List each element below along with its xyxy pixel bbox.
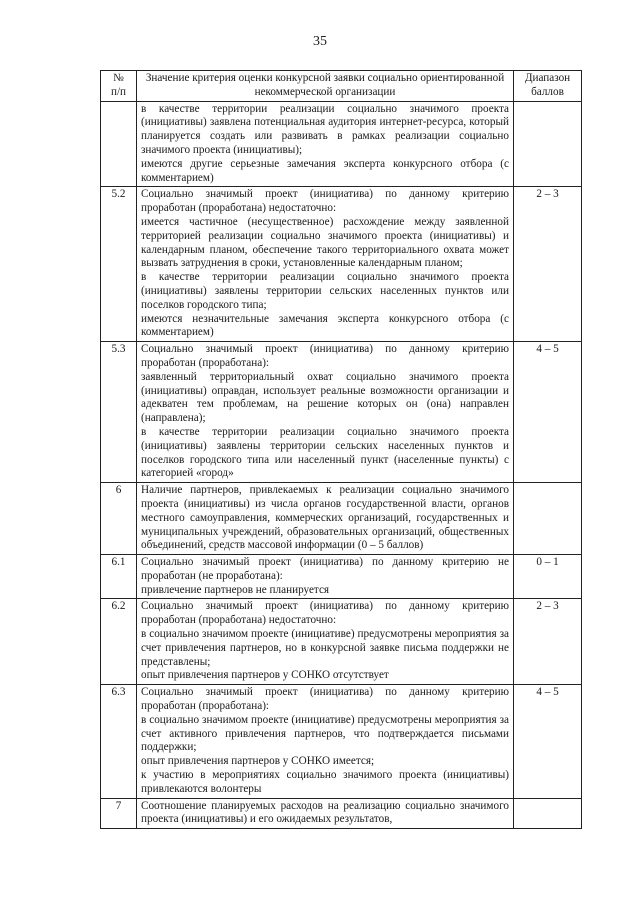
criterion-line: имеются незначительные замечания эксперта конкурсного отбора (с комментарием): [141, 312, 509, 339]
criterion-line: опыт привлечения партнеров у СОНКО отсутствует: [141, 669, 389, 682]
criterion-line: имеется частичное (несущественное) расхождение между заявленной территорией реализации социально значимого проекта (инициативы) и календарным планом, обеспечение такого территориального охвата может вызвать затруднения в сроки, установленные календарным планом;: [141, 215, 509, 270]
criterion-number: 6.2: [101, 599, 137, 685]
criterion-number: 6.1: [101, 555, 137, 599]
criterion-line: опыт привлечения партнеров у СОНКО имеется;: [141, 755, 375, 768]
criterion-description: [137, 483, 514, 555]
criterion-number: 6.3: [101, 685, 137, 798]
header-number: [101, 71, 137, 102]
criterion-line: в качестве территории реализации социально значимого проекта (инициативы) заявлена потенциальная аудитория интернет-ресурса, который планируется создать или развивать в рамках реализации социально значимого проекта (инициативы);: [141, 102, 509, 156]
criterion-number: [101, 101, 137, 187]
criteria-row: [101, 101, 582, 187]
criterion-line: Социально значимый проект (инициатива) по данному критерию проработан (проработана) недостаточно:: [141, 600, 509, 627]
page-number: 35: [313, 34, 327, 49]
header-number-text: № п/п: [110, 72, 127, 98]
score-range: 2 – 3: [514, 187, 582, 342]
criterion-number: 5.3: [101, 342, 137, 483]
criterion-description: [137, 555, 514, 599]
criterion-line: Наличие партнеров, привлекаемых к реализации социально значимого проекта (инициативы) из числа органов государственной власти, органов местного самоуправления, коммерческих организаций, государственных и муниципальных учреждений, образовательных организаций, общественных объединений, средств массовой информации (0 – 5 баллов): [141, 484, 509, 552]
criterion-line: к участию в мероприятиях социально значимого проекта (инициативы) привлекаются волонтеры: [141, 769, 509, 795]
score-range: [514, 798, 582, 829]
criteria-table-body: [101, 71, 582, 829]
score-range: 4 – 5: [514, 685, 582, 798]
header-range: Диапазон баллов: [514, 71, 582, 102]
criteria-row: [101, 555, 582, 599]
criterion-line: в качестве территории реализации социально значимого проекта (инициативы) заявлены территории сельских населенных пунктов и поселков городского типа или населенный пункт (населенные пункты) с категорией «город»: [141, 425, 509, 480]
criterion-line: в социально значимом проекте (инициативе) предусмотрены мероприятия за счет привлечения партнеров, но в конкурсной заявке письма поддержки не представлены;: [141, 628, 509, 668]
criterion-description: [137, 187, 514, 342]
criteria-table: [100, 70, 582, 829]
criterion-description: [137, 798, 514, 829]
criterion-line: в качестве территории реализации социально значимого проекта (инициативы) заявлены территории сельских населенных пунктов или поселков городского типа;: [141, 271, 509, 311]
criteria-row: [101, 798, 582, 829]
header-criterion: Значение критерия оценки конкурсной заявки социально ориентированной некоммерческой организации: [137, 71, 514, 102]
criteria-row: [101, 187, 582, 342]
header-row: [101, 71, 582, 102]
criterion-line: Соотношение планируемых расходов на реализацию социально значимого проекта (инициативы) и его ожидаемых результатов,: [141, 799, 509, 826]
criteria-row: [101, 342, 582, 483]
criterion-description: [137, 101, 514, 187]
criterion-description: [137, 342, 514, 483]
score-range: 4 – 5: [514, 342, 582, 483]
score-range: [514, 483, 582, 555]
criterion-line: Социально значимый проект (инициатива) по данному критерию проработан (проработана) недостаточно:: [141, 188, 509, 215]
criterion-line: в социально значимом проекте (инициативе) предусмотрены мероприятия за счет активного привлечения партнеров, что подтверждается письмами поддержки;: [141, 713, 509, 754]
score-range: 0 – 1: [514, 555, 582, 599]
criterion-number: 5.2: [101, 187, 137, 342]
criterion-line: Социально значимый проект (инициатива) по данному критерию проработан (проработана):: [141, 343, 509, 369]
criteria-row: [101, 599, 582, 685]
score-range: [514, 101, 582, 187]
criterion-description: [137, 599, 514, 685]
criterion-line: Социально значимый проект (инициатива) по данному критерию не проработан (не проработана):: [141, 556, 509, 582]
score-range: 2 – 3: [514, 599, 582, 685]
criterion-description: [137, 685, 514, 798]
criterion-line: привлечение партнеров не планируется: [141, 583, 330, 596]
criterion-line: заявленный территориальный охват социально значимого проекта (инициативы) оправдан, использует реальные возможности организации и адекватен тем проблемам, на решение которых он (она) направлен (направлена);: [141, 370, 509, 425]
criteria-row: [101, 685, 582, 798]
criterion-number: 7: [101, 798, 137, 829]
criterion-line: Социально значимый проект (инициатива) по данному критерию проработан (проработана):: [141, 686, 509, 713]
criterion-number: 6: [101, 483, 137, 555]
criterion-line: имеются другие серьезные замечания эксперта конкурсного отбора (с комментарием): [141, 157, 509, 184]
criteria-row: [101, 483, 582, 555]
